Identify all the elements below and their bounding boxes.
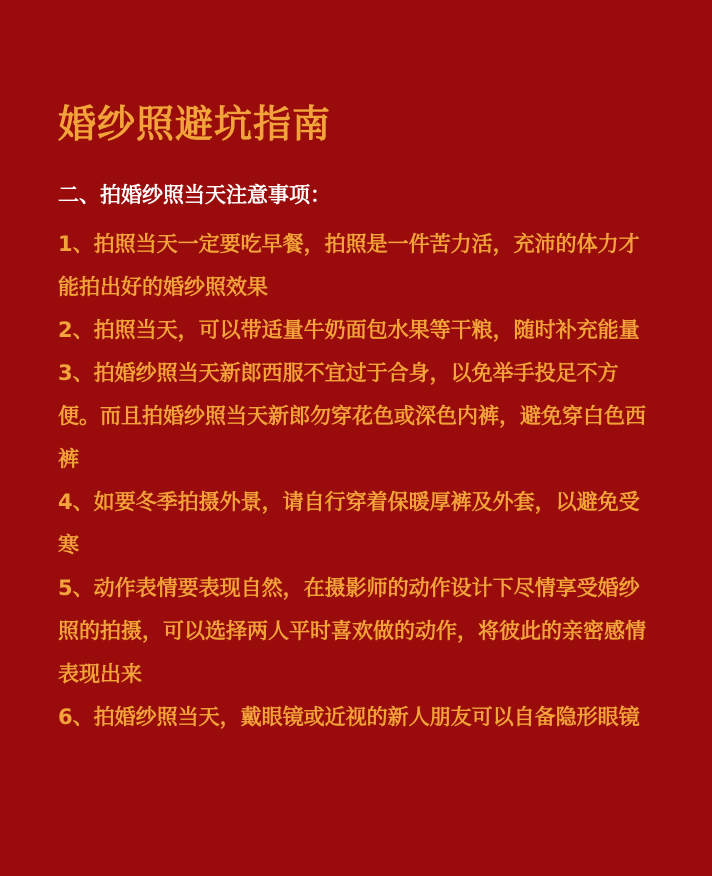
page-title: 婚纱照避坑指南 xyxy=(58,102,332,146)
tip-item-1: 1、拍照当天一定要吃早餐，拍照是一件苦力活，充沛的体力才能拍出好的婚纱照效果 xyxy=(58,232,640,299)
section-heading: 二、拍婚纱照当天注意事项： xyxy=(58,183,331,207)
tip-item-5: 5、动作表情要表现自然，在摄影师的动作设计下尽情享受婚纱照的拍摄，可以选择两人平时喜欢做的动作，将彼此的亲密感情表现出来 xyxy=(58,576,646,686)
tip-item-6: 6、拍婚纱照当天，戴眼镜或近视的新人朋友可以自备隐形眼镜 xyxy=(58,705,640,729)
tip-item-4: 4、如要冬季拍摄外景，请自行穿着保暖厚裤及外套，以避免受寒 xyxy=(58,490,640,557)
tip-item-3: 3、拍婚纱照当天新郎西服不宜过于合身，以免举手投足不方便。而且拍婚纱照当天新郎勿穿花色或深色内裤，避免穿白色西裤 xyxy=(58,361,646,471)
tips-list xyxy=(58,223,654,739)
tip-item-2: 2、拍照当天，可以带适量牛奶面包水果等干粮，随时补充能量 xyxy=(58,318,640,342)
